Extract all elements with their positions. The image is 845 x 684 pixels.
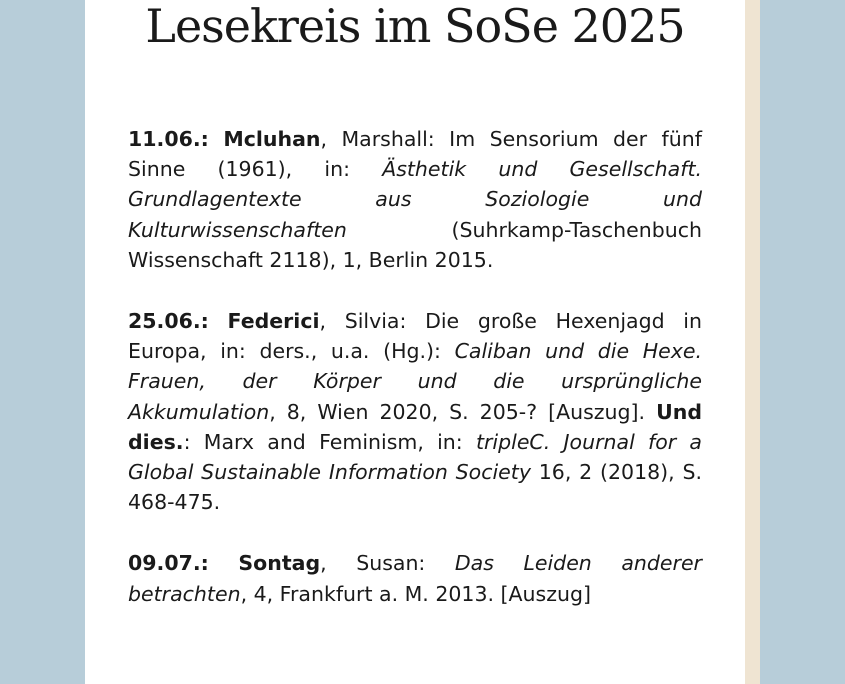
entry-text: , 8, Wien 2020, S. 205-? [Auszug]. [269,399,657,424]
entry-source-title: tripleC. Journal for a Global Sustainable Information Society [128,429,702,485]
entry-text: , 4, Frankfurt a. M. 2013. [Auszug] [240,581,591,606]
page-title: Lesekreis im SoSe 2025 [145,0,685,53]
entry-date: 11.06.: [128,127,209,151]
entry-source-title: Caliban und die Hexe. Frauen, der Körper und die ursprüngliche Akkumulation [128,339,702,424]
entry-author: Sontag [238,551,321,576]
entry-text: , Silvia: Die große Hexenjagd in Europa, in: ders., u.a. (Hg.): [128,309,702,364]
accent-strip [745,0,760,684]
entry-source-title: Ästhetik und Gesellschaft. Grundlagentexte aus Soziologie und Kulturwissenschaften [128,157,702,242]
page-card [85,0,745,684]
reading-entry-1 [128,124,702,275]
reading-entry-2 [128,306,702,517]
entry-author: Federici [227,309,320,334]
entry-text: (Suhrkamp-Taschenbuch Wissenschaft 2118), 1, Berlin 2015. [128,217,702,272]
entry-text: , Susan: [320,551,455,576]
entry-author: Mcluhan [223,127,321,151]
entry-text: : Marx and Feminism, in: [183,429,476,454]
entry-source-title: Das Leiden anderer betrachten [128,551,702,606]
reading-entry-3 [128,548,702,608]
reading-list [128,124,702,640]
entry-author-repeat: Und dies. [128,399,702,454]
entry-date: 25.06.: [128,309,209,334]
entry-text: 16, 2 (2018), S. 468-475. [128,460,702,515]
entry-text: , Marshall: Im Sensorium der fünf Sinne (1961), in: [128,127,702,182]
entry-date: 09.07.: [128,551,209,576]
